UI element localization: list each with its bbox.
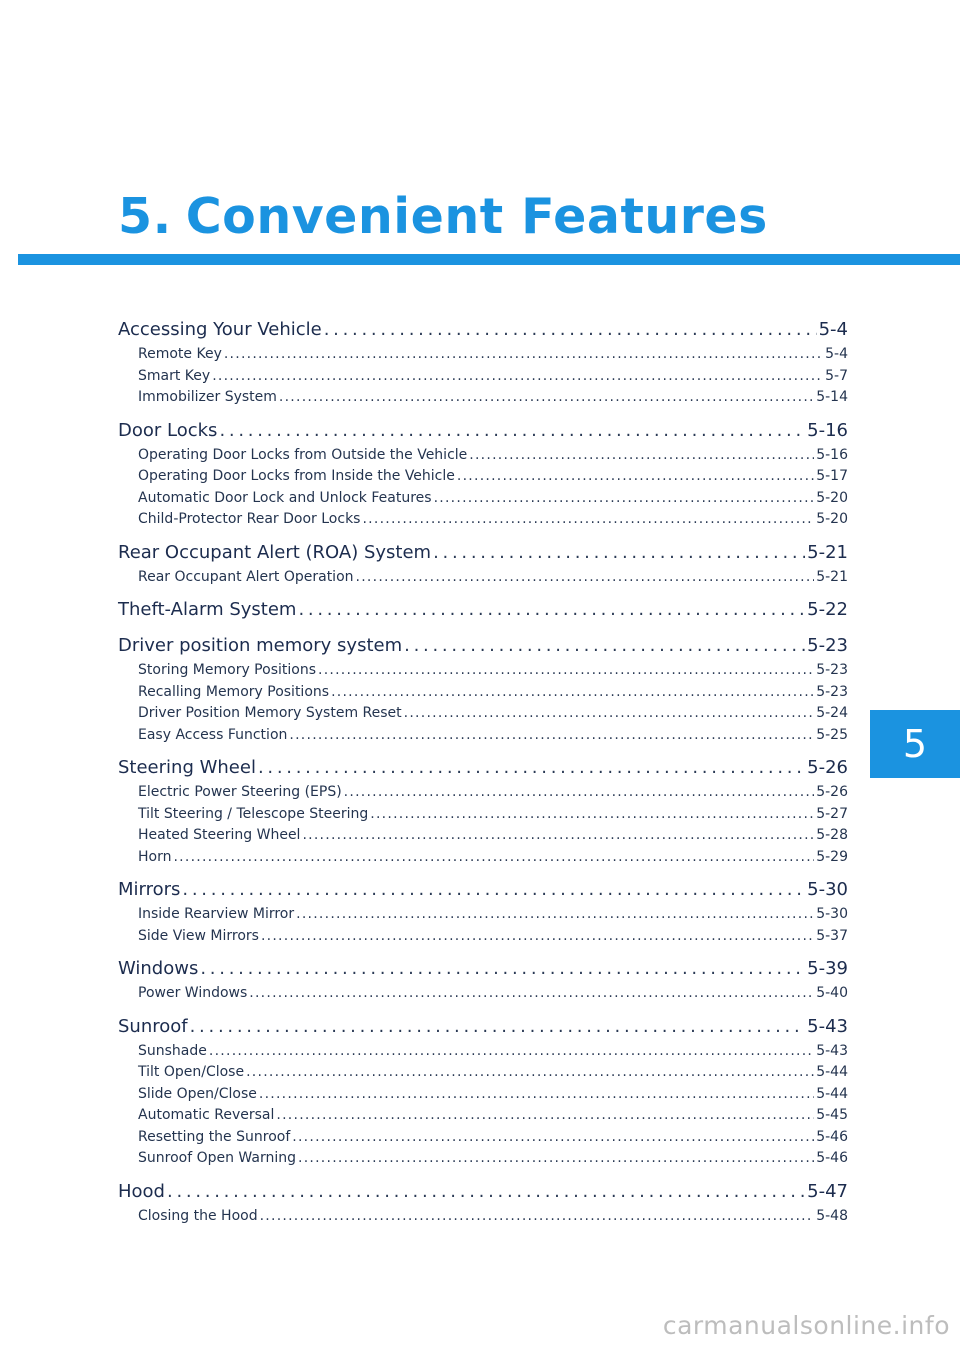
toc-page-number: 5-24 (816, 705, 848, 721)
toc-page-number: 5-17 (816, 468, 848, 484)
chapter-title-text: Convenient Features (185, 188, 768, 245)
toc-leader-dots (318, 660, 814, 682)
toc-sub-entry[interactable] (118, 1084, 848, 1106)
toc-page-number: 5-26 (807, 757, 848, 778)
toc-entry-label: Sunshade (138, 1042, 207, 1059)
toc-page-number: 5-22 (807, 599, 848, 620)
toc-leader-dots (209, 1041, 814, 1063)
toc-entry-label: Electric Power Steering (EPS) (138, 784, 342, 800)
toc-entry-label: Operating Door Locks from Outside the Vehicle (138, 446, 468, 463)
toc-page-number: 5-43 (816, 1042, 848, 1059)
title-rule (18, 254, 960, 265)
toc-section (118, 539, 848, 589)
toc-entry-label: Theft-Alarm System (118, 599, 297, 620)
toc-section (118, 632, 848, 746)
toc-entry-label: Rear Occupant Alert (ROA) System (118, 541, 432, 563)
toc-page-number: 5-20 (816, 489, 848, 506)
toc-section (118, 754, 848, 868)
toc-entry-label: Smart Key (138, 367, 211, 384)
toc-page-number: 5-28 (816, 827, 848, 843)
toc-entry-label: Child-Protector Rear Door Locks (138, 511, 361, 527)
toc-page-number: 5-7 (825, 367, 848, 384)
toc-entry-label: Closing the Hood (138, 1207, 258, 1224)
toc-page-number: 5-4 (825, 346, 848, 362)
toc-entry-label: Inside Rearview Mirror (138, 906, 295, 922)
table-of-contents (118, 316, 848, 1235)
chapter-tab[interactable]: 5 (870, 710, 960, 778)
toc-leader-dots (200, 955, 805, 983)
toc-section-heading[interactable] (118, 1178, 848, 1206)
toc-page-number: 5-44 (816, 1064, 848, 1080)
toc-sub-entry[interactable] (118, 703, 848, 725)
toc-sub-entry[interactable] (118, 725, 848, 747)
toc-entry-label: Side View Mirrors (138, 927, 259, 944)
toc-leader-dots (433, 539, 805, 567)
toc-section-heading[interactable] (118, 539, 848, 567)
toc-page-number: 5-37 (816, 927, 848, 944)
toc-page-number: 5-16 (807, 419, 848, 441)
toc-entry-label: Recalling Memory Positions (138, 683, 330, 700)
toc-leader-dots (296, 904, 814, 926)
toc-section (118, 1013, 848, 1170)
toc-leader-dots (356, 567, 815, 589)
toc-entry-label: Mirrors (118, 879, 181, 900)
toc-sub-entry[interactable] (118, 466, 848, 488)
toc-leader-dots (276, 1105, 814, 1127)
toc-sub-entry[interactable] (118, 804, 848, 826)
toc-section (118, 596, 848, 624)
toc-leader-dots (289, 725, 814, 747)
toc-page-number: 5-27 (816, 805, 848, 822)
toc-page-number: 5-30 (807, 879, 848, 900)
toc-entry-label: Remote Key (138, 346, 222, 362)
toc-leader-dots (302, 825, 814, 847)
toc-page-number: 5-23 (807, 635, 848, 656)
toc-leader-dots (260, 1206, 815, 1228)
toc-entry-label: Storing Memory Positions (138, 662, 316, 678)
toc-sub-entry[interactable] (118, 660, 848, 682)
toc-entry-label: Tilt Open/Close (138, 1064, 245, 1080)
toc-leader-dots (469, 445, 814, 467)
toc-entry-label: Power Windows (138, 985, 248, 1001)
toc-section (118, 955, 848, 1005)
toc-leader-dots (212, 366, 823, 388)
toc-leader-dots (292, 1127, 814, 1149)
toc-entry-label: Slide Open/Close (138, 1085, 257, 1102)
toc-page-number: 5-43 (807, 1015, 848, 1037)
chapter-title (118, 188, 768, 245)
toc-sub-entry[interactable] (118, 983, 848, 1005)
toc-leader-dots (404, 632, 805, 660)
toc-entry-label: Sunroof (118, 1015, 188, 1037)
toc-page-number: 5-4 (818, 319, 848, 340)
toc-leader-dots (249, 983, 814, 1005)
toc-leader-dots (190, 1013, 806, 1041)
toc-page-number: 5-23 (816, 683, 848, 700)
toc-entry-label: Resetting the Sunroof (138, 1128, 291, 1145)
toc-section-heading[interactable] (118, 596, 848, 624)
toc-sub-entry[interactable] (118, 825, 848, 847)
watermark: carmanualsonline.info (662, 1311, 950, 1340)
toc-page-number: 5-45 (816, 1107, 848, 1123)
toc-entry-label: Sunroof Open Warning (138, 1150, 296, 1166)
chapter-number: 5. (118, 188, 172, 245)
toc-section (118, 876, 848, 947)
toc-leader-dots (182, 876, 805, 904)
toc-sub-entry[interactable] (118, 509, 848, 531)
toc-leader-dots (331, 682, 814, 704)
toc-leader-dots (246, 1062, 814, 1084)
toc-sub-entry[interactable] (118, 387, 848, 409)
toc-sub-entry[interactable] (118, 1041, 848, 1063)
toc-entry-label: Hood (118, 1180, 165, 1202)
toc-section-heading[interactable] (118, 955, 848, 983)
toc-entry-label: Tilt Steering / Telescope Steering (138, 805, 369, 822)
toc-page-number: 5-40 (816, 985, 848, 1001)
toc-entry-label: Rear Occupant Alert Operation (138, 568, 354, 585)
toc-section-heading[interactable] (118, 632, 848, 660)
toc-entry-label: Driver Position Memory System Reset (138, 705, 402, 721)
toc-entry-label: Automatic Door Lock and Unlock Features (138, 489, 432, 506)
toc-leader-dots (324, 316, 817, 344)
toc-leader-dots (362, 509, 814, 531)
toc-section (118, 1178, 848, 1228)
toc-page-number: 5-16 (816, 446, 848, 463)
toc-entry-label: Horn (138, 848, 172, 865)
toc-leader-dots (404, 703, 815, 725)
toc-entry-label: Operating Door Locks from Inside the Vehicle (138, 468, 455, 484)
toc-sub-entry[interactable] (118, 926, 848, 948)
toc-sub-entry[interactable] (118, 344, 848, 366)
toc-page-number: 5-21 (816, 568, 848, 585)
toc-page-number: 5-29 (816, 848, 848, 865)
toc-page-number: 5-39 (807, 958, 848, 979)
toc-page-number: 5-26 (816, 784, 848, 800)
toc-sub-entry[interactable] (118, 1127, 848, 1149)
toc-page-number: 5-23 (816, 662, 848, 678)
toc-page-number: 5-44 (816, 1085, 848, 1102)
toc-page-number: 5-25 (816, 726, 848, 743)
toc-section (118, 417, 848, 531)
toc-page-number: 5-48 (816, 1207, 848, 1224)
toc-leader-dots (344, 782, 815, 804)
toc-page-number: 5-46 (816, 1150, 848, 1166)
toc-section-heading[interactable] (118, 316, 848, 344)
toc-entry-label: Immobilizer System (138, 389, 277, 405)
toc-sub-entry[interactable] (118, 782, 848, 804)
toc-page-number: 5-46 (816, 1128, 848, 1145)
toc-leader-dots (173, 847, 814, 869)
toc-page-number: 5-14 (816, 389, 848, 405)
toc-entry-label: Heated Steering Wheel (138, 827, 301, 843)
toc-section-heading[interactable] (118, 876, 848, 904)
toc-page-number: 5-47 (807, 1180, 848, 1202)
toc-sub-entry[interactable] (118, 1148, 848, 1170)
toc-sub-entry[interactable] (118, 1062, 848, 1084)
toc-page-number: 5-30 (816, 906, 848, 922)
toc-entry-label: Door Locks (118, 419, 218, 441)
toc-leader-dots (258, 754, 805, 782)
toc-leader-dots (167, 1178, 805, 1206)
toc-section (118, 316, 848, 409)
toc-sub-entry[interactable] (118, 488, 848, 510)
toc-sub-entry[interactable] (118, 847, 848, 869)
toc-section-heading[interactable] (118, 1013, 848, 1041)
toc-entry-label: Windows (118, 958, 199, 979)
toc-page-number: 5-20 (816, 511, 848, 527)
toc-leader-dots (259, 1084, 814, 1106)
toc-leader-dots (298, 596, 805, 624)
toc-page-number: 5-21 (807, 541, 848, 563)
toc-leader-dots (224, 344, 823, 366)
toc-entry-label: Steering Wheel (118, 757, 256, 778)
toc-entry-label: Easy Access Function (138, 726, 288, 743)
toc-leader-dots (261, 926, 814, 948)
toc-sub-entry[interactable] (118, 904, 848, 926)
toc-section-heading[interactable] (118, 417, 848, 445)
toc-sub-entry[interactable] (118, 567, 848, 589)
toc-sub-entry[interactable] (118, 366, 848, 388)
toc-sub-entry[interactable] (118, 1105, 848, 1127)
toc-leader-dots (457, 466, 814, 488)
toc-section-heading[interactable] (118, 754, 848, 782)
toc-leader-dots (434, 488, 815, 510)
toc-sub-entry[interactable] (118, 445, 848, 467)
toc-sub-entry[interactable] (118, 682, 848, 704)
toc-entry-label: Accessing Your Vehicle (118, 319, 322, 340)
toc-entry-label: Automatic Reversal (138, 1107, 275, 1123)
toc-leader-dots (219, 417, 805, 445)
toc-leader-dots (370, 804, 814, 826)
toc-leader-dots (279, 387, 814, 409)
toc-entry-label: Driver position memory system (118, 635, 403, 656)
toc-leader-dots (298, 1148, 814, 1170)
toc-sub-entry[interactable] (118, 1206, 848, 1228)
